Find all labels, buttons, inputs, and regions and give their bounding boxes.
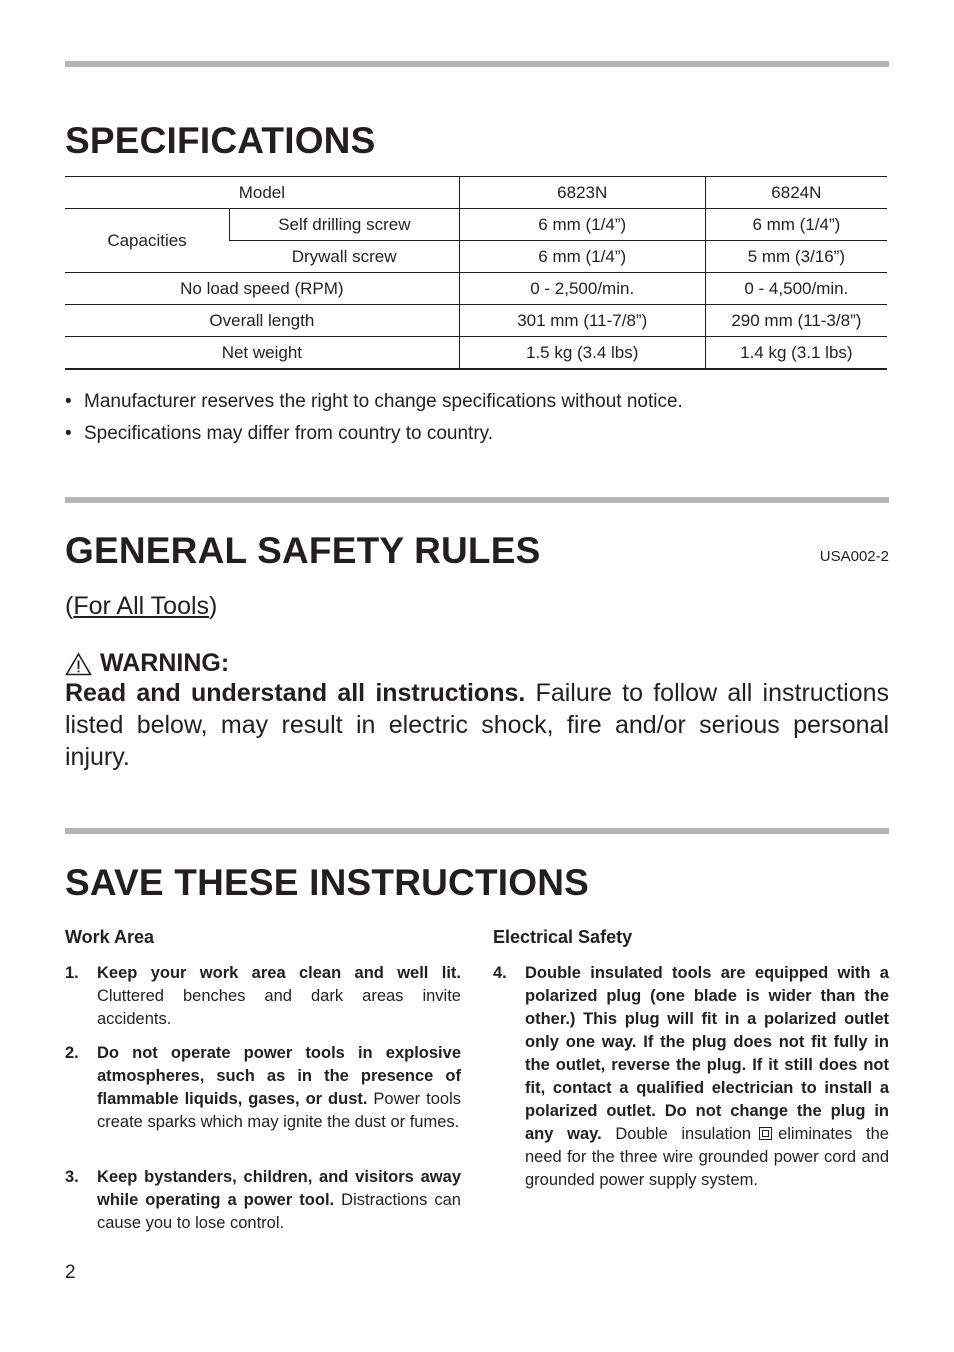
cell-model-a: 1.5 kg (3.4 lbs) (459, 337, 705, 370)
model-b-header: 6824N (705, 177, 887, 209)
bullet-icon: • (65, 391, 72, 412)
list-item: 4. Double insulated tools are equipped with a polarized plug (one blade is wider than the other.) This plug will fit in a polarized outlet only one way. If the plug does not fit fully in the outlet, reverse the plug. If it still does not fit, contact a qualified electrician to install a polarized outlet. Do not change the plug in any way. Double insulation eliminates the need for the three wire grounded power cord and grounded power supply system. (493, 964, 889, 1189)
electrical-safety-title: Electrical Safety (493, 927, 633, 947)
cell-model-a: 0 - 2,500/min. (459, 273, 705, 305)
table-row (65, 337, 887, 370)
list-item: • Specifications may differ from country to country. (65, 423, 494, 444)
warning-text: Read and understand all instructions. Failure to follow all instructions listed below, may result in electric shock, fire and/or serious personal injury. (65, 679, 889, 771)
cell-model-b: 0 - 4,500/min. (705, 273, 887, 305)
cell-model-a: 6 mm (1/4”) (459, 209, 705, 241)
capacity-label: Self drilling screw (230, 209, 460, 241)
list-item: 3. Keep bystanders, children, and visitors away while operating a power tool. Distractions can cause you to lose control. (65, 1168, 461, 1232)
cell-model-a: 6 mm (1/4”) (459, 241, 705, 273)
section-divider (65, 497, 889, 503)
section-divider (65, 828, 889, 834)
list-item: 1. Keep your work area clean and well lit. Cluttered benches and dark areas invite accidents. (65, 964, 461, 1028)
table-row (65, 305, 887, 337)
page-number: 2 (65, 1262, 76, 1283)
capacity-label: Drywall screw (230, 241, 460, 273)
table-row (65, 273, 887, 305)
table-header-row (65, 177, 887, 209)
list-item: • Manufacturer reserves the right to change specifications without notice. (65, 391, 683, 412)
general-safety-title: GENERAL SAFETY RULES (65, 530, 541, 571)
model-a-header: 6823N (459, 177, 705, 209)
row-label: Net weight (65, 337, 459, 370)
cell-model-b: 5 mm (3/16”) (705, 241, 887, 273)
specification-notes (65, 386, 895, 450)
cell-model-a: 301 mm (11-7/8”) (459, 305, 705, 337)
list-item: 2. Do not operate power tools in explosive atmospheres, such as in the presence of flammable liquids, gases, or dust. Power tools create sparks which may ignite the dust or fumes. (65, 1044, 461, 1131)
warning-heading: WARNING: (65, 649, 229, 678)
cell-model-b: 290 mm (11-3/8”) (705, 305, 887, 337)
document-code: USA002-2 (819, 548, 889, 565)
specifications-title: SPECIFICATIONS (65, 120, 376, 161)
top-divider (65, 61, 889, 67)
warning-triangle-icon (65, 652, 92, 676)
table-row (65, 209, 887, 241)
save-instructions-title: SAVE THESE INSTRUCTIONS (65, 862, 590, 903)
bullet-icon: • (65, 423, 72, 444)
subtitle: (For All Tools) (65, 592, 218, 620)
row-label: Overall length (65, 305, 459, 337)
capacities-label: Capacities (65, 209, 230, 273)
model-header: Model (65, 177, 459, 209)
specifications-table (65, 176, 887, 370)
cell-model-b: 1.4 kg (3.1 lbs) (705, 337, 887, 370)
work-area-title: Work Area (65, 927, 155, 947)
cell-model-b: 6 mm (1/4”) (705, 209, 887, 241)
row-label: No load speed (RPM) (65, 273, 459, 305)
double-insulation-icon (759, 1127, 772, 1140)
